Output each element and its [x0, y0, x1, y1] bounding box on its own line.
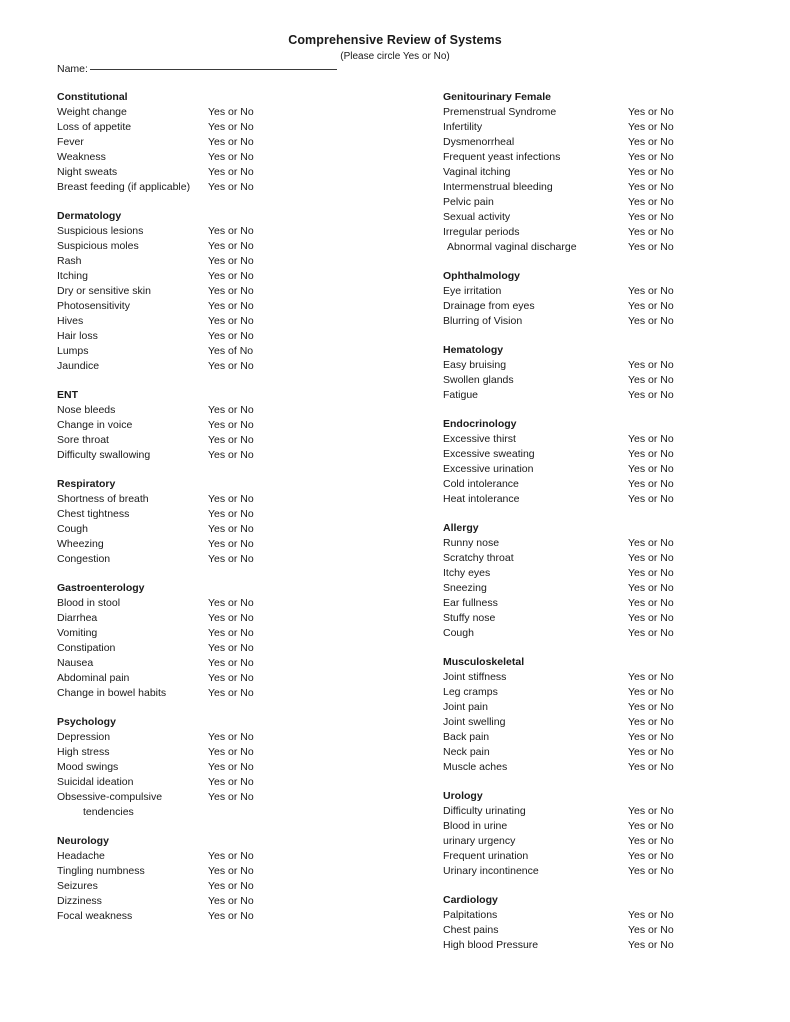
symptom-row — [57, 909, 387, 924]
symptom-row — [57, 537, 387, 552]
symptom-label: Fatigue — [443, 389, 479, 401]
symptom-label: Blood in stool — [57, 597, 121, 609]
yes-or-no-option[interactable]: Yes or No — [208, 493, 254, 505]
symptom-row — [57, 522, 387, 537]
yes-or-no-option[interactable]: Yes or No — [628, 493, 674, 505]
symptom-row — [443, 314, 773, 329]
symptom-label: Joint swelling — [443, 716, 506, 728]
section-heading: Endocrinology — [443, 418, 517, 430]
symptom-row — [443, 447, 773, 462]
yes-or-no-option[interactable]: Yes or No — [628, 537, 674, 549]
yes-or-no-option[interactable]: Yes or No — [628, 374, 674, 386]
symptom-row — [57, 314, 387, 329]
symptom-label: Headache — [57, 850, 105, 862]
symptom-row — [443, 492, 773, 507]
symptom-label: Suicidal ideation — [57, 776, 134, 788]
symptom-row — [443, 908, 773, 923]
yes-or-no-option[interactable]: Yes or No — [628, 300, 674, 312]
yes-or-no-option[interactable]: Yes or No — [208, 865, 254, 877]
symptom-row — [443, 581, 773, 596]
yes-or-no-option[interactable]: Yes or No — [208, 404, 254, 416]
yes-or-no-option[interactable]: Yes or No — [208, 121, 254, 133]
yes-or-no-option[interactable]: Yes or No — [628, 582, 674, 594]
symptom-row — [57, 641, 387, 656]
yes-or-no-option[interactable]: Yes or No — [208, 880, 254, 892]
yes-or-no-option[interactable]: Yes or No — [208, 315, 254, 327]
symptom-row — [57, 730, 387, 745]
yes-or-no-option[interactable]: Yes or No — [208, 300, 254, 312]
symptom-label: Sore throat — [57, 434, 109, 446]
symptom-label: Infertility — [443, 121, 483, 133]
yes-or-no-option[interactable]: Yes or No — [628, 241, 674, 253]
symptom-label: Stuffy nose — [443, 612, 496, 624]
symptom-label: Blood in urine — [443, 820, 508, 832]
symptom-label: Eye irritation — [443, 285, 502, 297]
yes-or-no-option[interactable]: Yes or No — [628, 924, 674, 936]
form-instructions: (Please circle Yes or No) — [340, 51, 450, 62]
symptom-label: Vomiting — [57, 627, 98, 639]
yes-or-no-option[interactable]: Yes or No — [628, 552, 674, 564]
symptom-label: Itching — [57, 270, 88, 282]
section-heading: Hematology — [443, 344, 504, 356]
symptom-label: Easy bruising — [443, 359, 507, 371]
symptom-label: Frequent yeast infections — [443, 151, 561, 163]
symptom-label: Joint pain — [443, 701, 488, 713]
symptom-label: Abnormal vaginal discharge — [447, 241, 577, 253]
yes-or-no-option[interactable]: Yes or No — [208, 850, 254, 862]
symptom-row — [57, 239, 387, 254]
symptom-label: Ear fullness — [443, 597, 498, 609]
symptom-label: High stress — [57, 746, 110, 758]
symptom-label: Premenstrual Syndrome — [443, 106, 557, 118]
symptom-label: Focal weakness — [57, 910, 133, 922]
yes-or-no-option[interactable]: Yes or No — [208, 508, 254, 520]
symptom-label: Dry or sensitive skin — [57, 285, 151, 297]
symptom-row — [443, 195, 773, 210]
symptom-label: Chest tightness — [57, 508, 130, 520]
symptom-row — [443, 388, 773, 403]
symptom-row — [443, 938, 773, 953]
symptom-row — [443, 864, 773, 879]
yes-or-no-option[interactable]: Yes or No — [208, 791, 254, 803]
symptom-row — [443, 150, 773, 165]
symptom-row — [57, 849, 387, 864]
section-gastroenterology — [57, 581, 387, 701]
symptom-label: Wheezing — [57, 538, 104, 550]
yes-or-no-option[interactable]: Yes of No — [208, 345, 254, 357]
page-title: Comprehensive Review of Systems — [288, 33, 502, 47]
symptom-label: Weight change — [57, 106, 127, 118]
symptom-label: Swollen glands — [443, 374, 514, 386]
symptom-label: Blurring of Vision — [443, 315, 523, 327]
symptom-label: Night sweats — [57, 166, 118, 178]
symptom-row — [57, 135, 387, 150]
section-heading: Ophthalmology — [443, 270, 520, 282]
section-heading: Psychology — [57, 716, 116, 728]
symptom-row — [57, 359, 387, 374]
symptom-row — [57, 269, 387, 284]
yes-or-no-option[interactable]: Yes or No — [208, 151, 254, 163]
symptom-label: Leg cramps — [443, 686, 498, 698]
yes-or-no-option[interactable]: Yes or No — [208, 270, 254, 282]
symptom-label: Nose bleeds — [57, 404, 116, 416]
symptom-label: Suspicious lesions — [57, 225, 144, 237]
symptom-label: Diarrhea — [57, 612, 98, 624]
symptom-label: Excessive thirst — [443, 433, 516, 445]
symptom-row — [57, 180, 387, 195]
section-heading: Cardiology — [443, 894, 498, 906]
symptom-row — [443, 566, 773, 581]
yes-or-no-option[interactable]: Yes or No — [628, 315, 674, 327]
yes-or-no-option[interactable]: Yes or No — [628, 671, 674, 683]
yes-or-no-option[interactable]: Yes or No — [628, 612, 674, 624]
symptom-row — [57, 344, 387, 359]
yes-or-no-option[interactable]: Yes or No — [628, 389, 674, 401]
symptom-row — [443, 745, 773, 760]
symptom-row — [57, 403, 387, 418]
symptom-row — [443, 760, 773, 775]
symptom-row — [443, 477, 773, 492]
yes-or-no-option[interactable]: Yes or No — [628, 627, 674, 639]
symptom-label: Sexual activity — [443, 211, 511, 223]
symptom-row — [443, 299, 773, 314]
symptom-row — [443, 462, 773, 477]
symptom-row — [443, 626, 773, 641]
symptom-row — [57, 299, 387, 314]
yes-or-no-option[interactable]: Yes or No — [628, 136, 674, 148]
symptom-label: Urinary incontinence — [443, 865, 539, 877]
yes-or-no-option[interactable]: Yes or No — [208, 106, 254, 118]
symptom-row — [443, 105, 773, 120]
section-psychology — [57, 715, 387, 820]
symptom-row — [443, 596, 773, 611]
symptom-row — [57, 611, 387, 626]
symptom-row — [57, 224, 387, 239]
symptom-label: Palpitations — [443, 909, 498, 921]
symptom-row — [57, 879, 387, 894]
yes-or-no-option[interactable]: Yes or No — [208, 181, 254, 193]
symptom-row — [443, 834, 773, 849]
symptom-row — [443, 685, 773, 700]
symptom-row — [57, 775, 387, 790]
name-input-line[interactable] — [90, 68, 337, 70]
symptom-label: Fever — [57, 136, 84, 148]
symptom-label: Cough — [443, 627, 474, 639]
symptom-row — [57, 552, 387, 567]
yes-or-no-option[interactable]: Yes or No — [628, 226, 674, 238]
yes-or-no-option[interactable]: Yes or No — [208, 672, 254, 684]
symptom-row — [443, 849, 773, 864]
symptom-label: Runny nose — [443, 537, 500, 549]
yes-or-no-option[interactable]: Yes or No — [208, 657, 254, 669]
symptom-row — [443, 715, 773, 730]
symptom-row — [57, 745, 387, 760]
symptom-row — [57, 790, 387, 820]
yes-or-no-option[interactable]: Yes or No — [628, 820, 674, 832]
yes-or-no-option[interactable]: Yes or No — [628, 865, 674, 877]
symptom-label: Muscle aches — [443, 761, 508, 773]
section-heading: Respiratory — [57, 478, 116, 490]
symptom-row — [57, 254, 387, 269]
yes-or-no-option[interactable]: Yes or No — [208, 910, 254, 922]
yes-or-no-option[interactable]: Yes or No — [208, 523, 254, 535]
section-heading: Urology — [443, 790, 483, 802]
symptom-row — [443, 804, 773, 819]
yes-or-no-option[interactable]: Yes or No — [208, 166, 254, 178]
symptom-row — [443, 730, 773, 745]
yes-or-no-option[interactable]: Yes or No — [208, 597, 254, 609]
yes-or-no-option[interactable]: Yes or No — [208, 761, 254, 773]
yes-or-no-option[interactable]: Yes or No — [208, 776, 254, 788]
symptom-row — [443, 135, 773, 150]
yes-or-no-option[interactable]: Yes or No — [628, 761, 674, 773]
symptom-label: Scratchy throat — [443, 552, 514, 564]
yes-or-no-option[interactable]: Yes or No — [628, 597, 674, 609]
symptom-row — [57, 656, 387, 671]
symptom-label: Intermenstrual bleeding — [443, 181, 553, 193]
yes-or-no-option[interactable]: Yes or No — [628, 121, 674, 133]
symptom-row — [443, 165, 773, 180]
yes-or-no-option[interactable]: Yes or No — [628, 151, 674, 163]
yes-or-no-option[interactable]: Yes or No — [628, 448, 674, 460]
yes-or-no-option[interactable]: Yes or No — [628, 850, 674, 862]
symptom-label: Difficulty swallowing — [57, 449, 151, 461]
symptom-label: Seizures — [57, 880, 98, 892]
yes-or-no-option[interactable]: Yes or No — [628, 805, 674, 817]
section-ent — [57, 388, 387, 463]
symptom-label: Shortness of breath — [57, 493, 149, 505]
symptom-label: Back pain — [443, 731, 490, 743]
section-heading: Allergy — [443, 522, 479, 534]
yes-or-no-option[interactable]: Yes or No — [208, 731, 254, 743]
symptom-row — [443, 120, 773, 135]
symptom-row — [57, 448, 387, 463]
symptom-row — [443, 923, 773, 938]
symptom-row — [57, 507, 387, 522]
yes-or-no-option[interactable]: Yes or No — [628, 567, 674, 579]
yes-or-no-option[interactable]: Yes or No — [208, 538, 254, 550]
symptom-label: Excessive sweating — [443, 448, 535, 460]
section-allergy — [443, 521, 773, 641]
symptom-label: Cough — [57, 523, 88, 535]
symptom-label: Hives — [57, 315, 84, 327]
section-ophthalmology — [443, 269, 773, 329]
symptom-label: Sneezing — [443, 582, 487, 594]
symptom-label: Abdominal pain — [57, 672, 130, 684]
yes-or-no-option[interactable]: Yes or No — [628, 359, 674, 371]
yes-or-no-option[interactable]: Yes or No — [628, 716, 674, 728]
section-heading: Musculoskeletal — [443, 656, 525, 668]
yes-or-no-option[interactable]: Yes or No — [208, 136, 254, 148]
symptom-row — [57, 492, 387, 507]
section-heading: ENT — [57, 389, 78, 401]
yes-or-no-option[interactable]: Yes or No — [208, 419, 254, 431]
section-heading: Gastroenterology — [57, 582, 145, 594]
yes-or-no-option[interactable]: Yes or No — [208, 255, 254, 267]
symptom-label: Drainage from eyes — [443, 300, 535, 312]
symptom-label: Excessive urination — [443, 463, 534, 475]
section-neurology — [57, 834, 387, 924]
symptom-row — [443, 240, 773, 255]
symptom-label-continuation: tendencies — [83, 806, 134, 818]
symptom-label: Change in voice — [57, 419, 133, 431]
symptom-label: Joint stiffness — [443, 671, 507, 683]
symptom-row — [443, 700, 773, 715]
yes-or-no-option[interactable]: Yes or No — [628, 909, 674, 921]
symptom-label: Rash — [57, 255, 82, 267]
symptom-row — [443, 225, 773, 240]
right-column — [443, 90, 773, 967]
section-dermatology — [57, 209, 387, 374]
section-respiratory — [57, 477, 387, 567]
symptom-label: Obsessive-compulsive — [57, 791, 163, 803]
yes-or-no-option[interactable]: Yes or No — [628, 746, 674, 758]
yes-or-no-option[interactable]: Yes or No — [208, 553, 254, 565]
yes-or-no-option[interactable]: Yes or No — [628, 181, 674, 193]
symptom-row — [443, 611, 773, 626]
symptom-row — [443, 358, 773, 373]
symptom-label: Depression — [57, 731, 111, 743]
symptom-label: Suspicious moles — [57, 240, 139, 252]
symptom-row — [57, 150, 387, 165]
symptom-label: Difficulty urinating — [443, 805, 526, 817]
section-heading: Genitourinary Female — [443, 91, 551, 103]
symptom-label: Chest pains — [443, 924, 499, 936]
section-hematology — [443, 343, 773, 403]
yes-or-no-option[interactable]: Yes or No — [208, 360, 254, 372]
yes-or-no-option[interactable]: Yes or No — [628, 686, 674, 698]
symptom-label: Breast feeding (if applicable) — [57, 181, 191, 193]
section-musculoskeletal — [443, 655, 773, 775]
yes-or-no-option[interactable]: Yes or No — [628, 166, 674, 178]
symptom-label: Irregular periods — [443, 226, 520, 238]
symptom-label: Congestion — [57, 553, 111, 565]
section-urology — [443, 789, 773, 879]
symptom-label: Heat intolerance — [443, 493, 520, 505]
symptom-row — [57, 864, 387, 879]
symptom-label: Vaginal itching — [443, 166, 511, 178]
symptom-label: Constipation — [57, 642, 116, 654]
symptom-row — [443, 432, 773, 447]
symptom-row — [443, 373, 773, 388]
symptom-label: Frequent urination — [443, 850, 529, 862]
symptom-row — [57, 671, 387, 686]
name-field-row — [57, 63, 337, 75]
symptom-row — [57, 596, 387, 611]
symptom-label: urinary urgency — [443, 835, 516, 847]
yes-or-no-option[interactable]: Yes or No — [628, 463, 674, 475]
symptom-label: Hair loss — [57, 330, 98, 342]
symptom-row — [57, 686, 387, 701]
yes-or-no-option[interactable]: Yes or No — [208, 895, 254, 907]
yes-or-no-option[interactable]: Yes or No — [208, 612, 254, 624]
symptom-row — [443, 670, 773, 685]
symptom-label: Photosensitivity — [57, 300, 130, 312]
yes-or-no-option[interactable]: Yes or No — [628, 196, 674, 208]
section-heading: Dermatology — [57, 210, 122, 222]
yes-or-no-option[interactable]: Yes or No — [208, 449, 254, 461]
section-cardiology — [443, 893, 773, 953]
section-genitourinary-female — [443, 90, 773, 255]
symptom-label: Lumps — [57, 345, 89, 357]
yes-or-no-option[interactable]: Yes or No — [628, 211, 674, 223]
yes-or-no-option[interactable]: Yes or No — [628, 701, 674, 713]
symptom-label: Itchy eyes — [443, 567, 491, 579]
symptom-label: Nausea — [57, 657, 94, 669]
symptom-row — [443, 536, 773, 551]
symptom-label: Tingling numbness — [57, 865, 145, 877]
symptom-row — [57, 418, 387, 433]
symptom-row — [57, 626, 387, 641]
symptom-label: Neck pain — [443, 746, 490, 758]
symptom-row — [443, 180, 773, 195]
symptom-row — [443, 551, 773, 566]
yes-or-no-option[interactable]: Yes or No — [208, 330, 254, 342]
yes-or-no-option[interactable]: Yes or No — [208, 627, 254, 639]
symptom-label: Pelvic pain — [443, 196, 494, 208]
symptom-row — [443, 210, 773, 225]
symptom-row — [57, 760, 387, 775]
yes-or-no-option[interactable]: Yes or No — [628, 835, 674, 847]
yes-or-no-option[interactable]: Yes or No — [628, 478, 674, 490]
symptom-row — [57, 105, 387, 120]
symptom-row — [57, 433, 387, 448]
yes-or-no-option[interactable]: Yes or No — [208, 642, 254, 654]
symptom-row — [57, 120, 387, 135]
symptom-label: Cold intolerance — [443, 478, 519, 490]
section-constitutional — [57, 90, 387, 195]
yes-or-no-option[interactable]: Yes or No — [628, 939, 674, 951]
symptom-label: Change in bowel habits — [57, 687, 167, 699]
symptom-label: Mood swings — [57, 761, 119, 773]
symptom-row — [57, 284, 387, 299]
yes-or-no-option[interactable]: Yes or No — [208, 225, 254, 237]
symptom-row — [57, 329, 387, 344]
left-column — [57, 90, 387, 938]
yes-or-no-option[interactable]: Yes or No — [628, 285, 674, 297]
section-endocrinology — [443, 417, 773, 507]
symptom-label: Dysmenorrheal — [443, 136, 515, 148]
yes-or-no-option[interactable]: Yes or No — [208, 285, 254, 297]
yes-or-no-option[interactable]: Yes or No — [208, 240, 254, 252]
name-label: Name: — [57, 63, 88, 75]
symptom-label: Dizziness — [57, 895, 102, 907]
section-heading: Neurology — [57, 835, 109, 847]
yes-or-no-option[interactable]: Yes or No — [208, 687, 254, 699]
yes-or-no-option[interactable]: Yes or No — [628, 433, 674, 445]
symptom-row — [443, 819, 773, 834]
yes-or-no-option[interactable]: Yes or No — [208, 434, 254, 446]
symptom-row — [57, 165, 387, 180]
symptom-label: Weakness — [57, 151, 106, 163]
symptom-row — [443, 284, 773, 299]
symptom-label: Jaundice — [57, 360, 100, 372]
symptom-label: Loss of appetite — [57, 121, 132, 133]
symptom-label: High blood Pressure — [443, 939, 539, 951]
yes-or-no-option[interactable]: Yes or No — [628, 731, 674, 743]
symptom-row — [57, 894, 387, 909]
yes-or-no-option[interactable]: Yes or No — [208, 746, 254, 758]
yes-or-no-option[interactable]: Yes or No — [628, 106, 674, 118]
section-heading: Constitutional — [57, 91, 128, 103]
